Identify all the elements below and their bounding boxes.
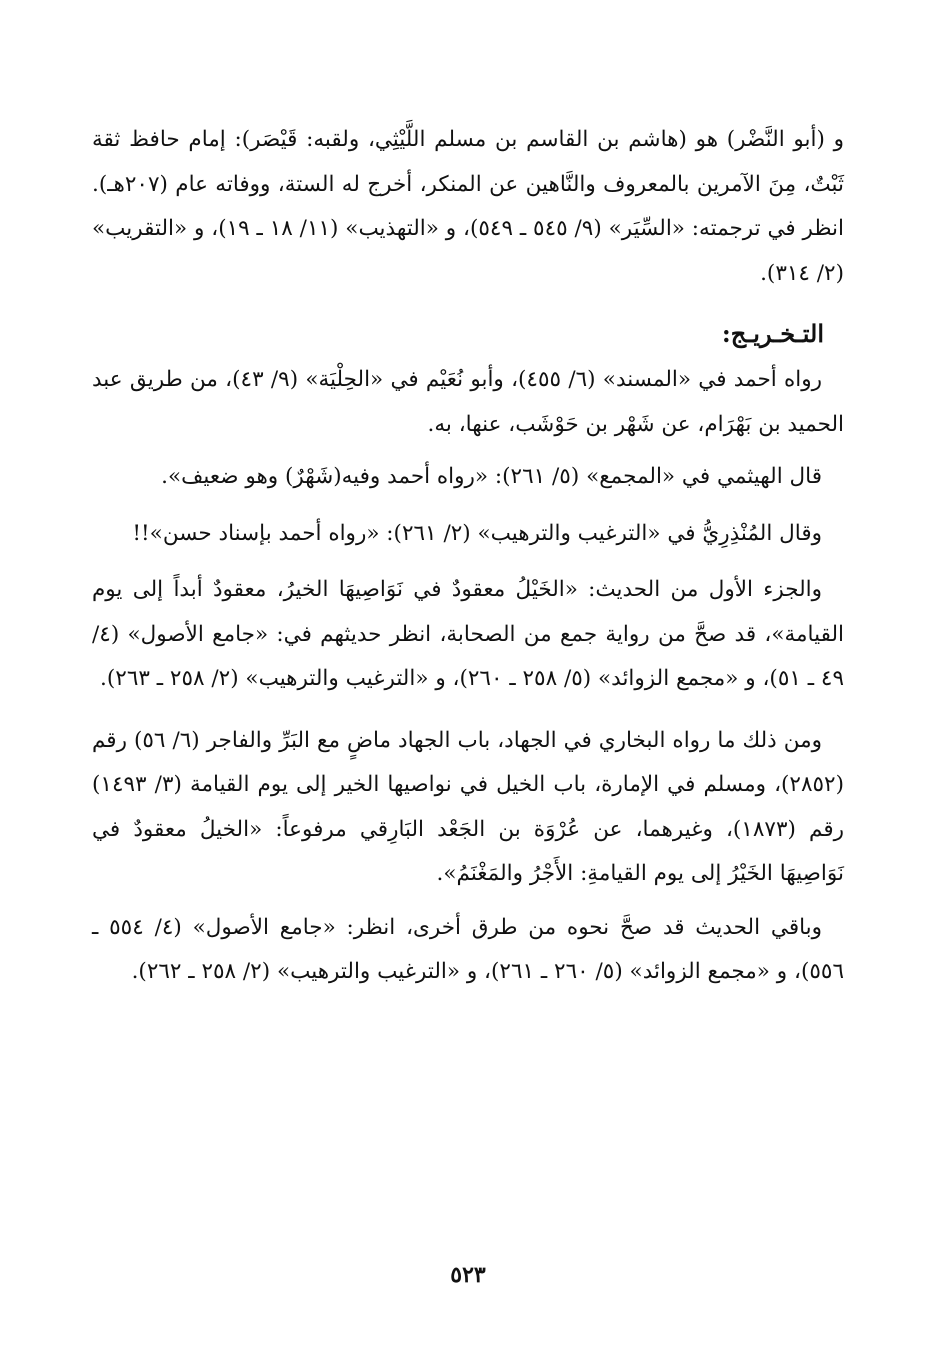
first-part-paragraph: والجزء الأول من الحديث: «الخَيْلُ معقودٌ في نَوَاصِيهَا الخيرُ، معقودٌ أبداً إلى يوم القيامة»، قد صحَّ من رواية جمع من الصحابة، انظر حديثهم في: «جامع الأصول» (٤/ ٤٩ ـ ٥١)، و «مجمع الزوائد» (٥/ ٢٥٨ ـ ٢٦٠)، و «الترغيب والترهيب» (٢/ ٢٥٨ ـ ٢٦٣). — [92, 577, 844, 691]
page-number: ٥٢٣ — [450, 1262, 486, 1288]
narrator-biography: و (أبو النَّضْر) هو (هاشم بن القاسم بن مسلم اللَّيْثِي، ولقبه: قَيْصَر): إمام حافظ ثقة ثَبْتٌ، مِنَ الآمرين بالمعروف والنَّاهين عن المنكر، أخرج له الستة، ووفاته عام (٢٠٧هـ). انظر في ترجمته: «السِّيَر» (٩/ ٥٤٥ ـ ٥٤٩)، و «التهذيب» (١١/ ١٨ ـ ١٩)، و «التقريب» (٢/ ٣١٤). — [92, 127, 845, 286]
takhrij-paragraph: رواه أحمد في «المسند» (٦/ ٤٥٥)، وأبو نُعَيْم في «الحِلْيَة» (٩/ ٤٣)، من طريق عبد الحميد بن بَهْرَام، عن شَهْر بن حَوْشَب، عنها، به. — [92, 367, 844, 437]
page-body — [92, 118, 844, 995]
mundhiri-paragraph: وقال المُنْذِرِيُّ في «الترغيب والترهيب» (٢/ ٢٦١): «رواه أحمد بإسناد حسن»!! — [132, 520, 822, 546]
bukhari-paragraph: ومن ذلك ما رواه البخاري في الجهاد، باب الجهاد ماضٍ مع البَرِّ والفاجر (٦/ ٥٦) رقم (٢٨٥٢)، ومسلم في الإمارة، باب الخيل في نواصيها الخير إلى يوم القيامة (٣/ ١٤٩٣) رقم (١٨٧٣)، وغيرهما، عن عُرْوَة بن الجَعْد البَارِقي مرفوعاً: «الخيلُ معقودٌ في نَوَاصِيهَا الخَيْرُ إلى يوم القيامةِ: الأَجْرُ والمَغْنَمُ». — [92, 727, 844, 886]
remaining-hadith-paragraph: وباقي الحديث قد صحَّ نحوه من طرق أخرى، انظر: «جامع الأصول» (٤/ ٥٥٤ ـ ٥٥٦)، و «مجمع الزوائد» (٥/ ٢٦٠ ـ ٢٦١)، و «الترغيب والترهيب» (٢/ ٢٥٨ ـ ٢٦٢). — [92, 914, 844, 984]
haythami-paragraph: قال الهيثمي في «المجمع» (٥/ ٢٦١): «رواه أحمد وفيه(شَهْرٌ) وهو ضعيف». — [161, 464, 822, 489]
section-heading-takhrij: التـخـريـج: — [721, 319, 824, 348]
